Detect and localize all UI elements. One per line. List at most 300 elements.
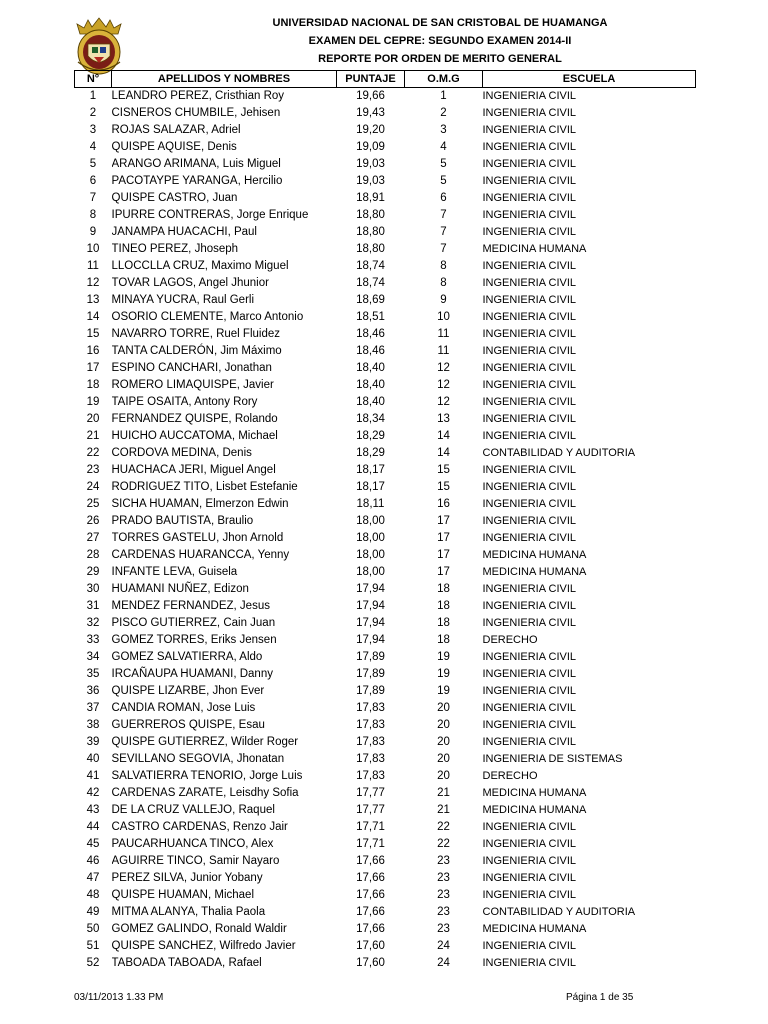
row-number: 46 [86, 855, 100, 867]
table-row [75, 904, 696, 921]
score: 17,66 [356, 889, 385, 901]
table-row [75, 802, 696, 819]
table-row [75, 428, 696, 445]
merit-order: 15 [437, 481, 450, 493]
table-row [75, 768, 696, 785]
row-number: 48 [86, 889, 100, 901]
score: 18,80 [356, 226, 385, 238]
merit-order: 21 [437, 787, 450, 799]
school: INGENIERIA CIVIL [482, 736, 577, 748]
table-row [75, 564, 696, 581]
student-name: TANTA CALDERÓN, Jim Máximo [111, 345, 282, 357]
student-name: SICHA HUAMAN, Elmerzon Edwin [111, 498, 289, 510]
table-row [75, 717, 696, 734]
school: INGENIERIA CIVIL [482, 277, 577, 289]
school: INGENIERIA CIVIL [482, 583, 577, 595]
row-number: 3 [89, 124, 97, 136]
table-row [75, 700, 696, 717]
merit-order: 3 [440, 124, 447, 136]
table-row [75, 496, 696, 513]
merit-order: 8 [440, 277, 447, 289]
school: INGENIERIA DE SISTEMAS [482, 753, 623, 765]
student-name: TABOADA TABOADA, Rafael [111, 957, 262, 969]
table-row [75, 819, 696, 836]
school: DERECHO [482, 770, 538, 782]
table-row [75, 343, 696, 360]
table-row [75, 190, 696, 207]
score: 17,83 [356, 736, 385, 748]
row-number: 49 [86, 906, 100, 918]
score: 17,71 [356, 821, 385, 833]
table-row [75, 513, 696, 530]
row-number: 24 [86, 481, 100, 493]
score: 18,11 [356, 498, 385, 510]
school: INGENIERIA CIVIL [482, 192, 577, 204]
school: INGENIERIA CIVIL [482, 311, 577, 323]
school: INGENIERIA CIVIL [482, 702, 577, 714]
merit-order: 20 [437, 753, 450, 765]
table-row [75, 241, 696, 258]
row-number: 52 [86, 957, 100, 969]
table-row [75, 462, 696, 479]
table-row [75, 547, 696, 564]
school: DERECHO [482, 634, 538, 646]
row-number: 2 [89, 107, 97, 119]
merit-order: 13 [437, 413, 450, 425]
row-number: 42 [86, 787, 100, 799]
school: INGENIERIA CIVIL [482, 141, 577, 153]
merit-order: 12 [437, 379, 450, 391]
student-name: TAIPE OSAITA, Antony Rory [111, 396, 258, 408]
merit-order: 5 [440, 158, 447, 170]
table-row [75, 122, 696, 139]
row-number: 28 [86, 549, 100, 561]
col-header-school: ESCUELA [483, 71, 696, 88]
row-number: 45 [86, 838, 100, 850]
student-name: GUERREROS QUISPE, Esau [111, 719, 265, 731]
row-number: 9 [89, 226, 97, 238]
school: INGENIERIA CIVIL [482, 430, 577, 442]
school: INGENIERIA CIVIL [482, 838, 577, 850]
score: 19,20 [356, 124, 385, 136]
student-name: MENDEZ FERNANDEZ, Jesus [111, 600, 270, 612]
student-name: ARANGO ARIMANA, Luis Miguel [111, 158, 281, 170]
exam-title: EXAMEN DEL CEPRE: SEGUNDO EXAMEN 2014-II [308, 35, 572, 47]
merit-order: 22 [437, 821, 450, 833]
merit-order: 8 [440, 260, 447, 272]
score: 18,74 [356, 260, 385, 272]
school: INGENIERIA CIVIL [482, 719, 577, 731]
merit-order: 23 [437, 906, 450, 918]
score: 19,03 [356, 158, 385, 170]
page-number: Página 1 de 35 [566, 992, 634, 1003]
student-name: CISNEROS CHUMBILE, Jehisen [111, 107, 281, 119]
row-number: 21 [86, 430, 100, 442]
table-row [75, 955, 696, 972]
row-number: 18 [86, 379, 100, 391]
student-name: QUISPE HUAMAN, Michael [111, 889, 255, 901]
student-name: TOVAR LAGOS, Angel Jhunior [111, 277, 269, 289]
school: INGENIERIA CIVIL [482, 957, 577, 969]
table-row [75, 649, 696, 666]
student-name: QUISPE LIZARBE, Jhon Ever [111, 685, 265, 697]
merit-order: 1 [440, 90, 447, 102]
student-name: CARDENAS HUARANCCA, Yenny [111, 549, 290, 561]
school: INGENIERIA CIVIL [482, 90, 577, 102]
score: 17,94 [356, 617, 385, 629]
student-name: HUACHACA JERI, Miguel Angel [111, 464, 276, 476]
merit-order: 17 [437, 532, 450, 544]
student-name: GOMEZ TORRES, Eriks Jensen [111, 634, 277, 646]
score: 18,51 [356, 311, 385, 323]
row-number: 38 [86, 719, 100, 731]
score: 17,83 [356, 719, 385, 731]
student-name: ROMERO LIMAQUISPE, Javier [111, 379, 274, 391]
university-seal-logo [74, 16, 124, 78]
merit-order: 12 [437, 396, 450, 408]
score: 17,77 [356, 787, 385, 799]
student-name: CASTRO CARDENAS, Renzo Jair [111, 821, 288, 833]
merit-order: 18 [437, 600, 450, 612]
table-row [75, 836, 696, 853]
school: INGENIERIA CIVIL [482, 209, 577, 221]
score: 17,66 [356, 855, 385, 867]
print-timestamp: 03/11/2013 1.33 PM [74, 992, 164, 1003]
school: MEDICINA HUMANA [482, 787, 587, 799]
merit-order: 19 [437, 685, 450, 697]
row-number: 4 [89, 141, 97, 153]
score: 17,89 [356, 668, 385, 680]
merit-order: 24 [437, 940, 450, 952]
school: INGENIERIA CIVIL [482, 124, 577, 136]
table-row [75, 207, 696, 224]
row-number: 47 [86, 872, 100, 884]
merit-order: 23 [437, 855, 450, 867]
score: 18,00 [356, 532, 385, 544]
score: 17,94 [356, 583, 385, 595]
table-row [75, 411, 696, 428]
merit-order: 6 [440, 192, 447, 204]
merit-order: 23 [437, 872, 450, 884]
school: INGENIERIA CIVIL [482, 379, 577, 391]
school: INGENIERIA CIVIL [482, 821, 577, 833]
school: INGENIERIA CIVIL [482, 685, 577, 697]
university-title: UNIVERSIDAD NACIONAL DE SAN CRISTOBAL DE HUAMANGA [272, 17, 608, 29]
student-name: QUISPE AQUISE, Denis [111, 141, 237, 153]
merit-order: 20 [437, 770, 450, 782]
merit-order: 20 [437, 719, 450, 731]
table-row [75, 632, 696, 649]
student-name: PISCO GUTIERREZ, Cain Juan [111, 617, 276, 629]
merit-order: 18 [437, 617, 450, 629]
merit-order: 17 [437, 549, 450, 561]
student-name: QUISPE GUTIERREZ, Wilder Roger [111, 736, 299, 748]
student-name: DE LA CRUZ VALLEJO, Raquel [111, 804, 275, 816]
score: 18,74 [356, 277, 385, 289]
table-row [75, 921, 696, 938]
row-number: 20 [86, 413, 100, 425]
school: INGENIERIA CIVIL [482, 498, 577, 510]
table-row [75, 581, 696, 598]
student-name: LEANDRO PEREZ, Cristhian Roy [111, 90, 285, 102]
school: INGENIERIA CIVIL [482, 362, 577, 374]
row-number: 22 [86, 447, 100, 459]
table-row [75, 853, 696, 870]
score: 18,29 [356, 447, 385, 459]
school: CONTABILIDAD Y AUDITORIA [482, 447, 636, 459]
school: MEDICINA HUMANA [482, 923, 587, 935]
student-name: QUISPE SANCHEZ, Wilfredo Javier [111, 940, 296, 952]
student-name: MINAYA YUCRA, Raul Gerli [111, 294, 255, 306]
student-name: JANAMPA HUACACHI, Paul [111, 226, 257, 238]
merit-order: 2 [440, 107, 447, 119]
table-row [75, 445, 696, 462]
table-row [75, 938, 696, 955]
student-name: LLOCCLLA CRUZ, Maximo Miguel [111, 260, 289, 272]
student-name: PACOTAYPE YARANGA, Hercilio [111, 175, 283, 187]
table-row [75, 615, 696, 632]
school: INGENIERIA CIVIL [482, 345, 577, 357]
merit-order: 24 [437, 957, 450, 969]
student-name: HUICHO AUCCATOMA, Michael [111, 430, 278, 442]
school: INGENIERIA CIVIL [482, 328, 577, 340]
merit-order: 19 [437, 668, 450, 680]
merit-order: 18 [437, 583, 450, 595]
score: 18,80 [356, 209, 385, 221]
student-name: IPURRE CONTRERAS, Jorge Enrique [111, 209, 309, 221]
school: MEDICINA HUMANA [482, 804, 587, 816]
table-row [75, 139, 696, 156]
student-name: RODRIGUEZ TITO, Lisbet Estefanie [111, 481, 298, 493]
table-row [75, 275, 696, 292]
table-row [75, 224, 696, 241]
row-number: 14 [86, 311, 100, 323]
student-name: FERNANDEZ QUISPE, Rolando [111, 413, 278, 425]
student-name: CANDIA ROMAN, Jose Luis [111, 702, 256, 714]
merit-order: 17 [437, 566, 450, 578]
score: 18,46 [356, 345, 385, 357]
row-number: 26 [86, 515, 100, 527]
score: 18,69 [356, 294, 385, 306]
row-number: 34 [86, 651, 100, 663]
score: 18,29 [356, 430, 385, 442]
col-header-score: PUNTAJE [337, 71, 405, 88]
merit-order: 14 [437, 430, 450, 442]
school: INGENIERIA CIVIL [482, 396, 577, 408]
row-number: 44 [86, 821, 100, 833]
score: 17,66 [356, 923, 385, 935]
score: 18,91 [356, 192, 385, 204]
table-body [75, 88, 696, 973]
student-name: OSORIO CLEMENTE, Marco Antonio [111, 311, 304, 323]
score: 17,83 [356, 753, 385, 765]
score: 17,66 [356, 906, 385, 918]
score: 17,89 [356, 685, 385, 697]
row-number: 17 [86, 362, 100, 374]
school: INGENIERIA CIVIL [482, 226, 577, 238]
row-number: 31 [86, 600, 100, 612]
row-number: 8 [89, 209, 97, 221]
merit-order: 20 [437, 702, 450, 714]
score: 17,83 [356, 770, 385, 782]
school: INGENIERIA CIVIL [482, 855, 577, 867]
table-row [75, 173, 696, 190]
table-row [75, 887, 696, 904]
merit-order: 12 [437, 362, 450, 374]
merit-order: 7 [440, 209, 447, 221]
table-row [75, 105, 696, 122]
table-row [75, 598, 696, 615]
score: 18,00 [356, 549, 385, 561]
col-header-omg: O.M.G [405, 71, 483, 88]
row-number: 29 [86, 566, 100, 578]
student-name: IRCAÑAUPA HUAMANI, Danny [111, 668, 273, 680]
score: 17,66 [356, 872, 385, 884]
score: 18,00 [356, 515, 385, 527]
score: 18,40 [356, 362, 385, 374]
school: INGENIERIA CIVIL [482, 889, 577, 901]
school: INGENIERIA CIVIL [482, 872, 577, 884]
row-number: 7 [89, 192, 97, 204]
score: 18,40 [356, 396, 385, 408]
school: MEDICINA HUMANA [482, 549, 587, 561]
school: INGENIERIA CIVIL [482, 294, 577, 306]
row-number: 5 [89, 158, 97, 170]
row-number: 23 [86, 464, 100, 476]
score: 18,46 [356, 328, 385, 340]
merit-table [74, 70, 696, 972]
merit-order: 4 [440, 141, 447, 153]
row-number: 10 [86, 243, 100, 255]
row-number: 11 [87, 260, 99, 272]
merit-order: 22 [437, 838, 450, 850]
student-name: HUAMANI NUÑEZ, Edizon [111, 583, 249, 595]
school: INGENIERIA CIVIL [482, 600, 577, 612]
school: INGENIERIA CIVIL [482, 940, 577, 952]
score: 17,60 [356, 957, 385, 969]
school: INGENIERIA CIVIL [482, 464, 577, 476]
merit-order: 11 [437, 345, 450, 357]
merit-order: 15 [437, 464, 450, 476]
table-row [75, 734, 696, 751]
student-name: PRADO BAUTISTA, Braulio [111, 515, 254, 527]
student-name: TINEO PEREZ, Jhoseph [111, 243, 239, 255]
row-number: 40 [86, 753, 100, 765]
col-header-number: N° [75, 71, 112, 88]
table-row [75, 530, 696, 547]
score: 18,34 [356, 413, 385, 425]
student-name: ROJAS SALAZAR, Adriel [111, 124, 241, 136]
table-row [75, 870, 696, 887]
student-name: AGUIRRE TINCO, Samir Nayaro [111, 855, 280, 867]
merit-order: 7 [440, 243, 447, 255]
row-number: 1 [89, 90, 97, 102]
row-number: 35 [86, 668, 100, 680]
table-row [75, 666, 696, 683]
merit-order: 9 [440, 294, 447, 306]
merit-order: 23 [437, 889, 450, 901]
merit-order: 19 [437, 651, 450, 663]
row-number: 43 [86, 804, 100, 816]
table-row [75, 309, 696, 326]
table-row [75, 683, 696, 700]
row-number: 15 [86, 328, 100, 340]
score: 17,60 [356, 940, 385, 952]
school: INGENIERIA CIVIL [482, 668, 577, 680]
student-name: CORDOVA MEDINA, Denis [111, 447, 252, 459]
merit-order: 23 [437, 923, 450, 935]
row-number: 25 [86, 498, 100, 510]
student-name: PAUCARHUANCA TINCO, Alex [111, 838, 274, 850]
row-number: 16 [86, 345, 100, 357]
merit-order: 17 [437, 515, 450, 527]
row-number: 39 [86, 736, 100, 748]
student-name: GOMEZ GALINDO, Ronald Waldir [111, 923, 287, 935]
table-row [75, 751, 696, 768]
row-number: 51 [86, 940, 100, 952]
row-number: 32 [86, 617, 100, 629]
table-row [75, 258, 696, 275]
score: 19,03 [356, 175, 385, 187]
score: 17,94 [356, 600, 385, 612]
table-row [75, 156, 696, 173]
table-row [75, 377, 696, 394]
col-header-names: APELLIDOS Y NOMBRES [112, 71, 337, 88]
school: INGENIERIA CIVIL [482, 651, 577, 663]
row-number: 13 [86, 294, 100, 306]
merit-order: 14 [437, 447, 450, 459]
merit-order: 11 [437, 328, 450, 340]
row-number: 30 [86, 583, 100, 595]
score: 17,89 [356, 651, 385, 663]
school: MEDICINA HUMANA [482, 566, 587, 578]
student-name: ESPINO CANCHARI, Jonathan [111, 362, 272, 374]
table-row [75, 479, 696, 496]
school: MEDICINA HUMANA [482, 243, 587, 255]
score: 17,71 [356, 838, 385, 850]
score: 17,83 [356, 702, 385, 714]
row-number: 41 [86, 770, 100, 782]
school: INGENIERIA CIVIL [482, 158, 577, 170]
score: 17,94 [356, 634, 385, 646]
score: 18,40 [356, 379, 385, 391]
score: 19,66 [356, 90, 385, 102]
merit-order: 21 [437, 804, 450, 816]
row-number: 36 [86, 685, 100, 697]
table-row [75, 292, 696, 309]
row-number: 19 [86, 396, 100, 408]
student-name: SALVATIERRA TENORIO, Jorge Luis [111, 770, 303, 782]
score: 19,43 [356, 107, 385, 119]
school: INGENIERIA CIVIL [482, 515, 577, 527]
row-number: 6 [89, 175, 97, 187]
school: CONTABILIDAD Y AUDITORIA [482, 906, 636, 918]
student-name: INFANTE LEVA, Guisela [111, 566, 238, 578]
student-name: SEVILLANO SEGOVIA, Jhonatan [111, 753, 285, 765]
school: INGENIERIA CIVIL [482, 175, 577, 187]
merit-order: 10 [437, 311, 450, 323]
score: 18,17 [356, 481, 385, 493]
merit-order: 7 [440, 226, 447, 238]
score: 19,09 [356, 141, 385, 153]
merit-order: 18 [437, 634, 450, 646]
student-name: GOMEZ SALVATIERRA, Aldo [111, 651, 263, 663]
table-header-row [75, 71, 696, 88]
school: INGENIERIA CIVIL [482, 532, 577, 544]
table-row [75, 394, 696, 411]
school: INGENIERIA CIVIL [482, 260, 577, 272]
student-name: MITMA ALANYA, Thalia Paola [111, 906, 266, 918]
